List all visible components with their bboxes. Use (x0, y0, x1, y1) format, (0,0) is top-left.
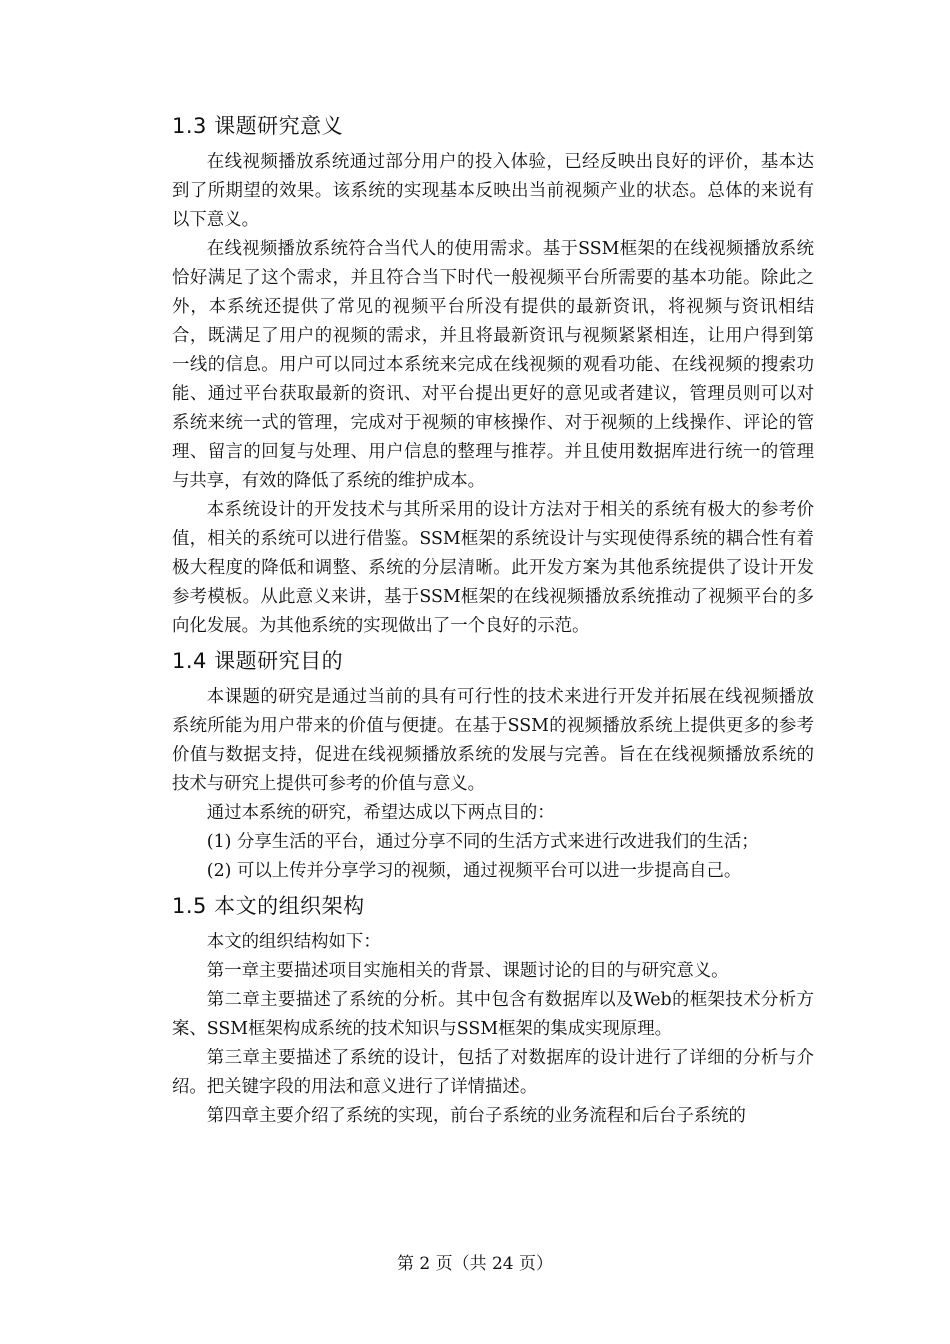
section-heading-1-4: 1.4 课题研究目的 (172, 649, 344, 673)
paragraph: 本系统设计的开发技术与其所采用的设计方法对于相关的系统有极大的参考价值，相关的系统可以进行借鉴。SSM框架的系统设计与实现使得系统的耦合性有着极大程度的降低和调整、系统的分层清晰。此开发方案为其他系统提供了设计开发参考模板。从此意义来讲，基于SSM框架的在线视频播放系统推动了视频平台的多向化发展。为其他系统的实现做出了一个良好的示范。 (172, 500, 814, 636)
section-heading-1-5: 1.5 本文的组织架构 (172, 894, 365, 918)
page-footer: 第 2 页（共 24 页） (396, 1254, 554, 1274)
paragraph: 本文的组织结构如下： (206, 932, 381, 952)
list-item: (2) 可以上传并分享学习的视频，通过视频平台可以进一步提高自己。 (206, 861, 742, 881)
paragraph: 第三章主要描述了系统的设计，包括了对数据库的设计进行了详细的分析与介绍。把关键字段的用法和意义进行了详情描述。 (172, 1048, 814, 1097)
section-heading-1-3: 1.3 课题研究意义 (172, 114, 344, 138)
list-item: (1) 分享生活的平台，通过分享不同的生活方式来进行改进我们的生活； (206, 832, 759, 852)
paragraph: 在线视频播放系统符合当代人的使用需求。基于SSM框架的在线视频播放系统恰好满足了这个需求，并且符合当下时代一般视频平台所需要的基本功能。除此之外，本系统还提供了常见的视频平台所没有提供的最新资讯，将视频与资讯相结合，既满足了用户的视频的需求，并且将最新资讯与视频紧紧相连，让用户得到第一线的信息。用户可以同过本系统来完成在线视频的观看功能、在线视频的搜索功能、通过平台获取最新的资讯、对平台提出更好的意见或者建议，管理员则可以对系统来统一式的管理，完成对于视频的审核操作、对于视频的上线操作、评论的管理、留言的回复与处理、用户信息的整理与推荐。并且使用数据库进行统一的管理与共享，有效的降低了系统的维护成本。 (172, 239, 814, 491)
document-page (172, 110, 814, 1131)
paragraph: 通过本系统的研究，希望达成以下两点目的： (206, 803, 555, 823)
paragraph: 第二章主要描述了系统的分析。其中包含有数据库以及Web的框架技术分析方案、SSM框架构成系统的技术知识与SSM框架的集成实现原理。 (172, 990, 814, 1039)
paragraph: 第四章主要介绍了系统的实现，前台子系统的业务流程和后台子系统的 (206, 1106, 746, 1126)
paragraph: 本课题的研究是通过当前的具有可行性的技术来进行开发并拓展在线视频播放系统所能为用户带来的价值与便捷。在基于SSM的视频播放系统上提供更多的参考价值与数据支持，促进在线视频播放系统的发展与完善。旨在在线视频播放系统的技术与研究上提供可参考的价值与意义。 (172, 687, 814, 794)
paragraph: 第一章主要描述项目实施相关的背景、课题讨论的目的与研究意义。 (206, 961, 729, 981)
paragraph: 在线视频播放系统通过部分用户的投入体验，已经反映出良好的评价，基本达到了所期望的效果。该系统的实现基本反映出当前视频产业的状态。总体的来说有以下意义。 (172, 152, 814, 230)
